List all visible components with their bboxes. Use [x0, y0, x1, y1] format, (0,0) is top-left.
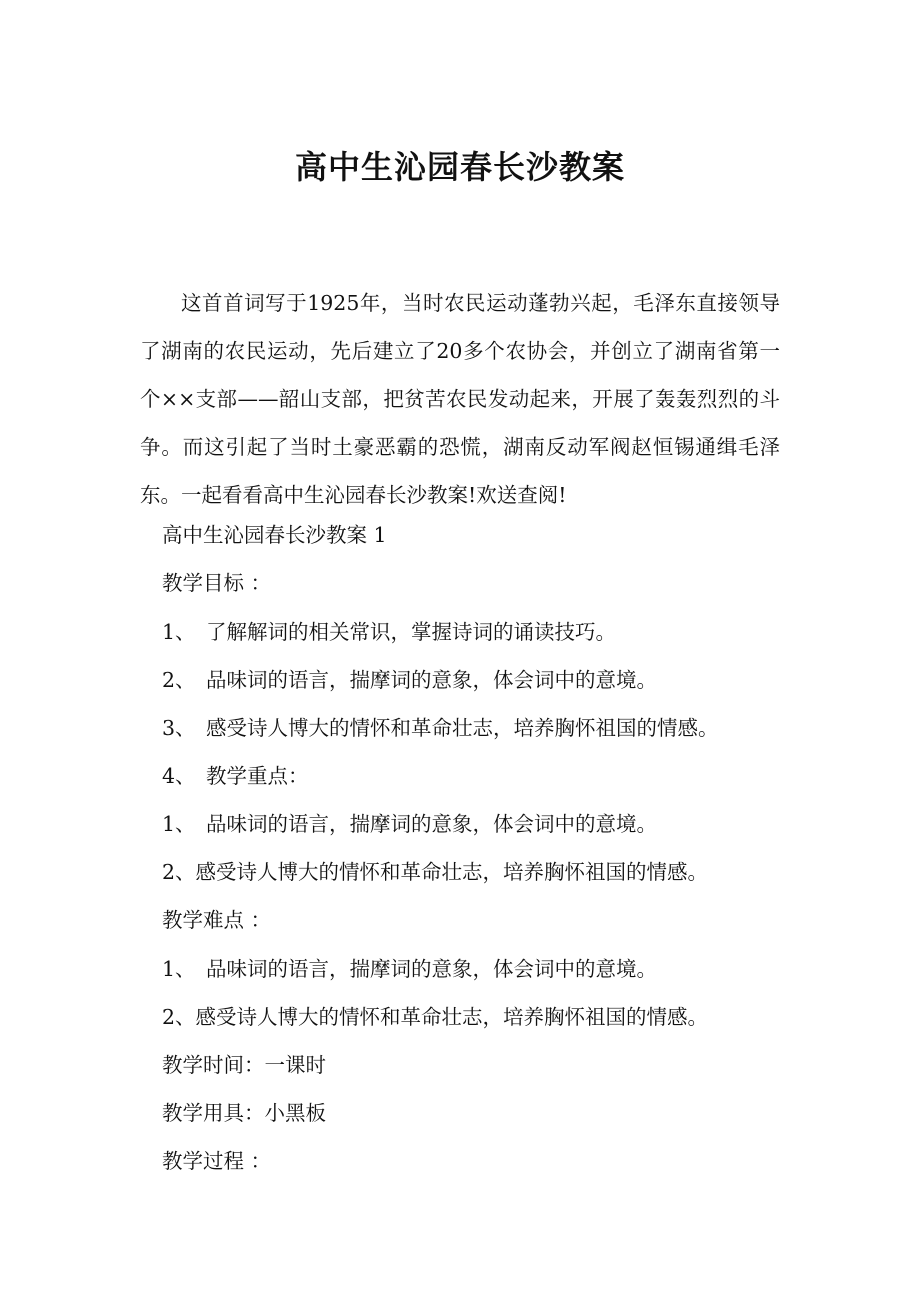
list-number: 1、: [162, 957, 196, 981]
list-text: 教学重点：: [206, 764, 309, 788]
intro-paragraph: 这首首词写于1925年，当时农民运动蓬勃兴起，毛泽东直接领导了湖南的农民运动，先后建立了20多个农协会，并创立了湖南省第一个××支部——韶山支部，把贫苦农民发动起来，开展了轰轰烈烈的斗争。而这引起了当时土豪恶霸的恐慌，湖南反动军阀赵恒锡通缉毛泽东。一起看看高中生沁园春长沙教案!欢送查阅!: [140, 291, 780, 507]
teaching-time: 教学时间：一课时: [162, 1053, 326, 1077]
list-text: 了解解词的相关常识，掌握诗词的诵读技巧。: [206, 620, 616, 644]
key-point-item: [162, 809, 782, 839]
list-text: 品味词的语言，揣摩词的意象，体会词中的意境。: [206, 668, 657, 692]
list-number: 4、: [162, 764, 196, 788]
list-number: 3、: [162, 716, 196, 740]
objective-item: [162, 761, 782, 791]
document-title: 高中生沁园春长沙教案: [294, 148, 625, 186]
objective-item: [162, 665, 782, 695]
list-number: 1、: [162, 812, 196, 836]
list-text: 感受诗人博大的情怀和革命壮志，培养胸怀祖国的情感。: [206, 716, 719, 740]
objectives-heading: 教学目标 ：: [162, 571, 272, 595]
list-text: 品味词的语言，揣摩词的意象，体会词中的意境。: [206, 957, 657, 981]
objective-item: [162, 617, 782, 647]
difficulty-item: [162, 954, 782, 984]
objective-item: [162, 713, 782, 743]
process-heading: 教学过程 ：: [162, 1149, 272, 1173]
list-number: 2、: [162, 668, 196, 692]
list-text: 品味词的语言，揣摩词的意象，体会词中的意境。: [206, 812, 657, 836]
list-number: 1、: [162, 620, 196, 644]
teaching-tools: 教学用具：小黑板: [162, 1101, 326, 1125]
difficulty-heading: 教学难点 ：: [162, 908, 272, 932]
key-point-item: 2、感受诗人博大的情怀和革命壮志，培养胸怀祖国的情感。: [162, 860, 709, 884]
difficulty-item: 2、感受诗人博大的情怀和革命壮志，培养胸怀祖国的情感。: [162, 1005, 709, 1029]
section-title: 高中生沁园春长沙教案 1: [162, 523, 387, 547]
